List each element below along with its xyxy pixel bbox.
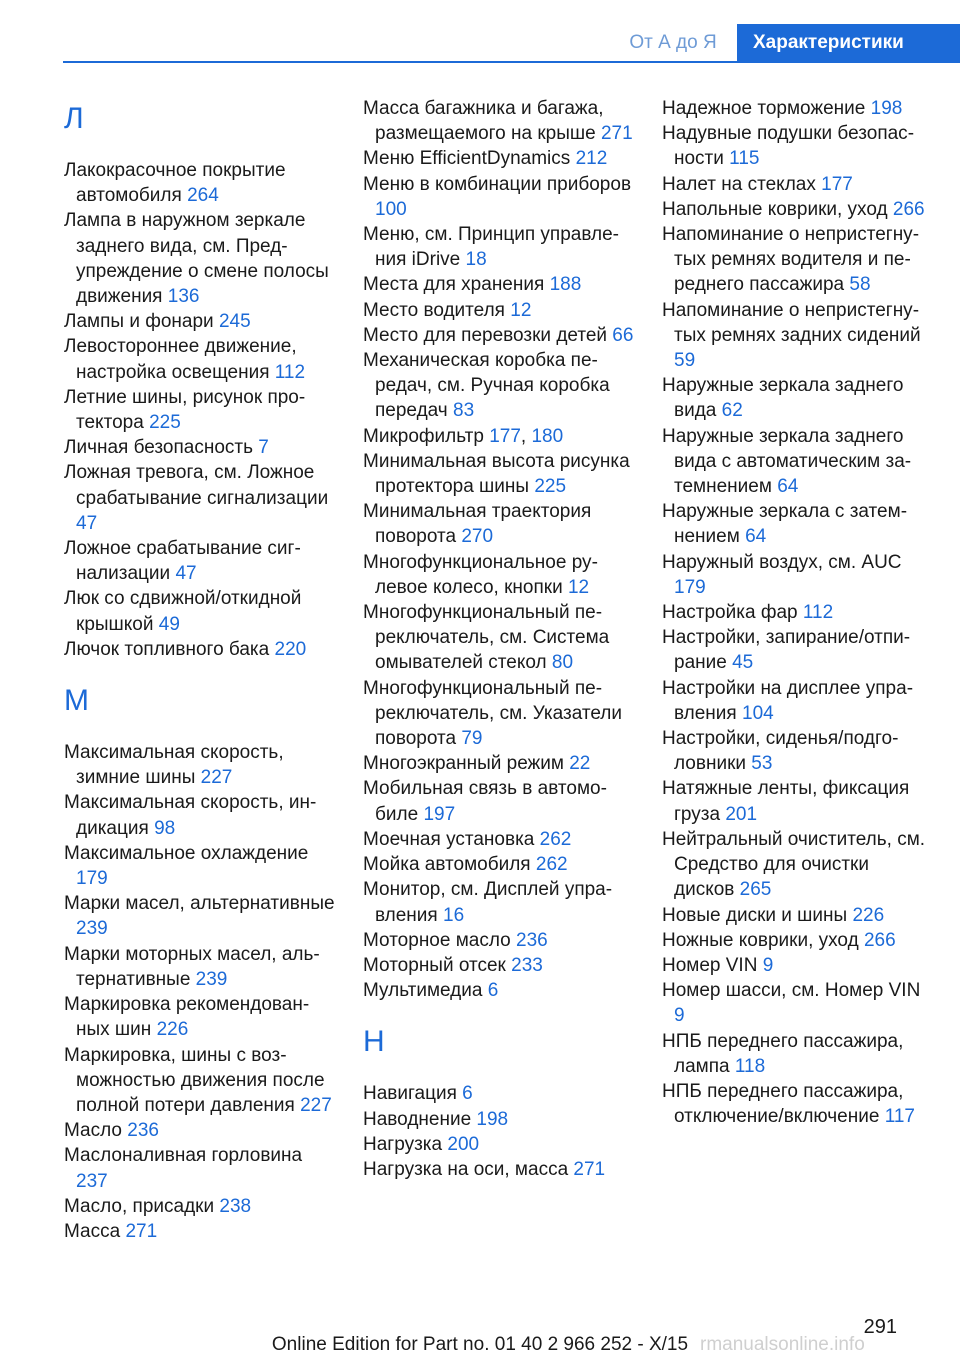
index-entry-text: Мойка автомобиля bbox=[363, 854, 531, 876]
index-entry-text: Многофункциональный переключатель, см. Система омывателей стекол bbox=[363, 602, 610, 674]
index-entry bbox=[64, 385, 336, 435]
page-reference-link[interactable]: 118 bbox=[734, 1055, 766, 1077]
index-entry-text: Новые диски и шины bbox=[662, 904, 848, 926]
page-reference-link[interactable]: 271 bbox=[573, 1158, 606, 1180]
index-entry-text: Ложное срабатывание сигнализации bbox=[64, 538, 301, 585]
index-column-1 bbox=[64, 96, 336, 1244]
page-reference-link[interactable]: 80 bbox=[551, 652, 574, 674]
index-entry-text: Левостороннее движение, настройка освещения bbox=[64, 336, 297, 383]
index-entry-text: Марки масел, альтернативные bbox=[64, 893, 335, 915]
index-letter-heading: М bbox=[64, 684, 89, 718]
index-entry bbox=[662, 1029, 934, 1079]
index-entry bbox=[363, 348, 635, 424]
index-entry bbox=[363, 928, 635, 953]
index-entry bbox=[363, 852, 635, 877]
index-entry bbox=[662, 676, 934, 726]
index-entry bbox=[363, 172, 635, 222]
index-entry-text: Нагрузка на оси, масса bbox=[363, 1158, 569, 1180]
page-reference-link[interactable]: 66 bbox=[612, 324, 634, 346]
page-reference-link[interactable]: 45 bbox=[732, 652, 754, 674]
page-reference-link[interactable]: 179 bbox=[76, 868, 108, 890]
index-entry bbox=[363, 1132, 635, 1157]
index-entry bbox=[363, 146, 635, 171]
index-entry-text: Наружные зеркала заднего вида с автоматическим затемнением bbox=[662, 425, 912, 498]
page-reference-link[interactable]: 198 bbox=[476, 1108, 509, 1130]
section-tab[interactable]: От А до Я bbox=[629, 32, 717, 53]
index-entry bbox=[662, 172, 934, 197]
index-entry-text: Меню, см. Принцип управления iDrive bbox=[363, 224, 619, 271]
page-reference-link[interactable]: 117 bbox=[884, 1106, 915, 1128]
index-entry bbox=[64, 891, 336, 941]
index-entry bbox=[363, 550, 635, 600]
index-entry: Микрофильтр 177, 180 bbox=[363, 425, 564, 447]
page-reference-link[interactable]: 270 bbox=[461, 526, 494, 548]
index-entry bbox=[363, 953, 635, 978]
index-entry bbox=[64, 309, 336, 334]
page-reference-link[interactable]: 62 bbox=[721, 400, 743, 422]
index-entry bbox=[363, 499, 635, 549]
index-entry bbox=[363, 877, 635, 927]
page-reference-link[interactable]: 265 bbox=[739, 879, 772, 901]
index-entry bbox=[64, 841, 336, 891]
index-entry bbox=[662, 726, 934, 776]
page-reference-link[interactable]: 112 bbox=[802, 602, 834, 624]
page-reference-link[interactable]: 227 bbox=[200, 767, 233, 789]
index-entry-text: Место для перевозки детей bbox=[363, 324, 608, 346]
index-entry bbox=[363, 222, 635, 272]
page-reference-link[interactable]: 198 bbox=[870, 98, 903, 119]
page-reference-link[interactable]: 64 bbox=[745, 526, 767, 548]
index-entry bbox=[64, 1219, 336, 1244]
index-entry-text: Номер шасси, см. Номер VIN bbox=[662, 980, 921, 1002]
index-entry bbox=[363, 676, 635, 752]
page-reference-link[interactable]: 180 bbox=[531, 425, 564, 447]
page-reference-link[interactable]: 100 bbox=[375, 198, 407, 220]
index-entry-text: Личная безопасность bbox=[64, 437, 254, 459]
page-reference-link[interactable]: 197 bbox=[423, 803, 456, 825]
index-entry bbox=[662, 121, 934, 171]
index-entry-text: Многоэкранный режим bbox=[363, 753, 564, 775]
page-reference-link[interactable]: 6 bbox=[487, 980, 499, 1002]
page-number: 291 bbox=[863, 1316, 897, 1338]
index-entry bbox=[363, 827, 635, 852]
watermark: rmanualsonline.info bbox=[700, 1334, 865, 1355]
page-reference-link[interactable]: 226 bbox=[852, 904, 885, 926]
page-reference-link[interactable]: 245 bbox=[218, 311, 251, 333]
index-entry-text: Напольные коврики, уход bbox=[662, 198, 888, 220]
index-entry bbox=[662, 1079, 934, 1129]
index-entry bbox=[363, 272, 635, 297]
index-entry-text: Номер VIN bbox=[662, 954, 758, 976]
index-entry bbox=[363, 298, 635, 323]
page-reference-link[interactable]: 79 bbox=[461, 728, 483, 750]
index-entry-text: Наружные зеркала заднего вида bbox=[662, 375, 904, 422]
index-entry-text: Напоминание о непристегнутых ремнях задних сидений bbox=[662, 299, 921, 346]
page-reference-link[interactable]: 236 bbox=[127, 1120, 159, 1142]
page-reference-link[interactable]: 98 bbox=[154, 817, 176, 839]
index-letter-heading: Л bbox=[64, 102, 84, 135]
index-entry-text: Места для хранения bbox=[363, 274, 545, 296]
index-entry bbox=[64, 536, 336, 586]
index-entry-text: Меню в комбинации приборов bbox=[363, 173, 632, 195]
page-reference-link[interactable]: 239 bbox=[195, 968, 228, 990]
index-entry-text: НПБ переднего пассажира, отключение/включение bbox=[662, 1080, 904, 1128]
page-reference-link[interactable]: 264 bbox=[187, 185, 219, 207]
index-entry-text: Лампы и фонари bbox=[64, 311, 214, 333]
index-entry bbox=[363, 978, 635, 1003]
index-entry bbox=[64, 208, 336, 309]
page-reference-link[interactable]: 236 bbox=[516, 929, 548, 951]
index-entry-text: Максимальная скорость, индикация bbox=[64, 792, 317, 839]
index-entry bbox=[363, 1081, 635, 1106]
page-reference-link[interactable]: 225 bbox=[534, 476, 567, 498]
index-entry bbox=[662, 776, 934, 826]
index-entry-text: Моторное масло bbox=[363, 929, 511, 951]
index-entry-text: Надувные подушки безопасности bbox=[662, 123, 915, 170]
page-reference-link[interactable]: 271 bbox=[125, 1220, 158, 1242]
index-entry-text: Маркировка рекомендованных шин bbox=[64, 994, 310, 1041]
index-entry-text: Наводнение bbox=[363, 1108, 472, 1130]
index-entry-text: Наружные зеркала с затемнением bbox=[662, 501, 908, 548]
index-entry-text: Максимальное охлаждение bbox=[64, 842, 309, 864]
index-entry-text: Навигация bbox=[363, 1083, 457, 1105]
index-entry-text: Летние шины, рисунок протектора bbox=[64, 386, 306, 434]
index-entry-text: Моторный отсек bbox=[363, 954, 506, 976]
index-entry-text: Масло bbox=[64, 1120, 122, 1142]
index-entry-text: Многофункциональное рулевое колесо, кнопки bbox=[363, 551, 598, 598]
index-entry bbox=[363, 323, 635, 348]
page-reference-link[interactable]: 59 bbox=[674, 350, 696, 372]
page-reference-link[interactable]: 212 bbox=[575, 148, 608, 170]
page-reference-link[interactable]: 200 bbox=[447, 1133, 480, 1155]
index-entry bbox=[363, 1157, 635, 1182]
page-reference-link[interactable]: 9 bbox=[762, 954, 774, 976]
page-reference-link[interactable]: 12 bbox=[510, 299, 532, 321]
index-entry-text: Монитор, см. Дисплей управления bbox=[363, 879, 613, 926]
index-entry bbox=[662, 197, 934, 222]
index-entry bbox=[662, 600, 934, 625]
index-entry-text: Масло, присадки bbox=[64, 1195, 215, 1217]
header-bar bbox=[0, 24, 960, 62]
index-entry-text: Маслоналивная горловина bbox=[64, 1145, 303, 1167]
index-entry-text: Лючок топливного бака bbox=[64, 638, 270, 660]
index-entry bbox=[64, 1194, 336, 1219]
page-reference-link[interactable]: 49 bbox=[158, 613, 180, 635]
index-entry-text: Максимальная скорость, зимние шины bbox=[64, 742, 284, 789]
index-entry bbox=[64, 158, 336, 208]
index-entry bbox=[363, 751, 635, 776]
page-reference-link[interactable]: 220 bbox=[274, 638, 307, 660]
page-reference-link[interactable]: 177 bbox=[821, 173, 853, 195]
index-entry-text: Настройка фар bbox=[662, 602, 798, 624]
page-reference-link[interactable]: 237 bbox=[76, 1170, 108, 1192]
page-reference-link[interactable]: 226 bbox=[156, 1019, 189, 1041]
page-reference-link[interactable]: 83 bbox=[453, 400, 475, 422]
index-entry-text: Многофункциональный переключатель, см. Указатели поворота bbox=[363, 677, 622, 750]
index-entry bbox=[64, 435, 336, 460]
index-entry bbox=[64, 334, 336, 384]
page-reference-link[interactable]: 16 bbox=[443, 904, 465, 926]
page-reference-link[interactable]: 7 bbox=[258, 437, 269, 459]
index-entry-text: Настройки, сиденья/подголовники bbox=[662, 728, 899, 775]
index-entry bbox=[662, 373, 934, 423]
index-entry bbox=[662, 903, 934, 928]
page-reference-link[interactable]: 188 bbox=[549, 274, 582, 296]
index-entry bbox=[363, 449, 635, 499]
page-reference-link[interactable]: 53 bbox=[751, 753, 773, 775]
index-entry bbox=[662, 928, 934, 953]
index-entry bbox=[662, 96, 934, 121]
index-entry-text: Нагрузка bbox=[363, 1133, 443, 1155]
index-entry bbox=[64, 790, 336, 840]
index-entry-text: Мобильная связь в автомобиле bbox=[363, 778, 607, 825]
index-entry-text: Налет на стеклах bbox=[662, 173, 816, 195]
index-entry bbox=[662, 827, 934, 903]
index-entry-text: Место водителя bbox=[363, 299, 505, 321]
index-entry bbox=[363, 96, 635, 146]
index-entry-text: Ножные коврики, уход bbox=[662, 929, 859, 951]
page-reference-link[interactable]: 227 bbox=[300, 1094, 332, 1116]
index-entry-text: Моечная установка bbox=[363, 828, 535, 850]
index-entry-text: Минимальная высота рисунка протектора шины bbox=[363, 450, 630, 498]
page-reference-link[interactable]: 225 bbox=[149, 412, 181, 434]
index-entry-text: Минимальная траектория поворота bbox=[363, 501, 592, 548]
page-reference-link[interactable]: 47 bbox=[76, 512, 98, 534]
index-entry-text: Настройки на дисплее управления bbox=[662, 677, 914, 724]
index-entry bbox=[64, 1118, 336, 1143]
index-entry-text: Ложная тревога, см. Ложное срабатывание сигнализации bbox=[64, 462, 329, 509]
index-entry-text: Мультимедиа bbox=[363, 980, 483, 1002]
page-reference-link[interactable]: 115 bbox=[729, 148, 760, 170]
index-entry bbox=[64, 1143, 336, 1193]
index-entry-text: Надежное торможение bbox=[662, 98, 866, 119]
index-entry-text: Марки моторных масел, альтернативные bbox=[64, 943, 320, 990]
page-reference-link[interactable]: 9 bbox=[674, 1005, 685, 1027]
page-reference-link[interactable]: 112 bbox=[274, 361, 306, 383]
index-entry bbox=[64, 740, 336, 790]
index-column-3 bbox=[662, 96, 934, 1129]
index-entry bbox=[363, 1107, 635, 1132]
index-entry-text: Напоминание о непристегнутых ремнях водителя и переднего пассажира bbox=[662, 224, 920, 296]
page-reference-link[interactable]: 238 bbox=[219, 1195, 252, 1217]
page-reference-link[interactable]: 12 bbox=[567, 576, 590, 598]
page-reference-link[interactable]: 58 bbox=[849, 274, 871, 296]
index-entry-text: НПБ переднего пассажира, лампа bbox=[662, 1030, 904, 1077]
page-reference-link[interactable]: 64 bbox=[777, 476, 799, 498]
index-entry bbox=[662, 953, 934, 978]
header-divider bbox=[63, 61, 960, 63]
index-entry bbox=[64, 1043, 336, 1119]
index-entry-text: Натяжные ленты, фиксация груза bbox=[662, 778, 910, 825]
page-reference-link[interactable]: 179 bbox=[674, 576, 706, 598]
page-reference-link[interactable]: 18 bbox=[465, 249, 487, 271]
index-entry-text: Лакокрасочное покрытие автомобиля bbox=[64, 160, 286, 207]
page-reference-link[interactable]: 271 bbox=[600, 123, 633, 145]
page-reference-link[interactable]: 6 bbox=[462, 1083, 473, 1105]
index-entry-text: Нейтральный очиститель, см. Средство для очистки дисков bbox=[662, 828, 926, 901]
index-entry bbox=[662, 499, 934, 549]
index-column-2 bbox=[363, 96, 635, 1182]
index-entry bbox=[64, 637, 336, 662]
page-reference-link[interactable]: 266 bbox=[892, 198, 925, 220]
page-reference-link[interactable]: 136 bbox=[167, 286, 200, 308]
index-entry bbox=[662, 424, 934, 500]
index-entry-text: Люк со сдвижной/откидной крышкой bbox=[64, 588, 302, 635]
page-reference-link[interactable]: 22 bbox=[569, 753, 591, 775]
page-reference-link[interactable]: 47 bbox=[175, 563, 197, 585]
index-entry-text: Наружный воздух, см. AUC bbox=[662, 551, 902, 573]
footer-edition: Online Edition for Part no. 01 40 2 966 252 - X/15 bbox=[271, 1334, 689, 1355]
index-entry-text: Лампа в наружном зеркале заднего вида, см. Предупреждение о смене полосы движения bbox=[64, 210, 329, 308]
index-entry-text: Механическая коробка передач, см. Ручная коробка передач bbox=[363, 350, 610, 422]
page-reference-link[interactable]: 239 bbox=[76, 918, 108, 940]
page-reference-link[interactable]: 262 bbox=[539, 828, 572, 850]
index-entry bbox=[64, 586, 336, 636]
index-entry-text: Микрофильтр bbox=[363, 425, 484, 447]
page-reference-link[interactable]: 104 bbox=[742, 702, 774, 724]
page-reference-link[interactable]: 233 bbox=[511, 954, 543, 976]
index-entry-text: Масса bbox=[64, 1220, 121, 1242]
index-entry-text: Масса багажника и багажа, размещаемого на крыше bbox=[363, 98, 604, 145]
index-entry-text: Маркировка, шины с возможностью движения после полной потери давления bbox=[64, 1044, 325, 1116]
index-entry bbox=[363, 776, 635, 826]
index-entry bbox=[662, 978, 934, 1028]
index-entry bbox=[662, 550, 934, 600]
index-entry bbox=[64, 992, 336, 1042]
page-reference-link[interactable]: 201 bbox=[725, 803, 758, 825]
active-chapter-tab[interactable]: Характеристики bbox=[737, 24, 960, 62]
page-reference-link[interactable]: 266 bbox=[863, 929, 896, 951]
page-reference-link[interactable]: 177 bbox=[489, 425, 521, 447]
page-reference-link[interactable]: 262 bbox=[535, 854, 568, 876]
index-entry-text: Настройки, запирание/отпирание bbox=[662, 627, 911, 674]
index-entry bbox=[64, 460, 336, 536]
index-entry bbox=[64, 942, 336, 992]
index-entry bbox=[662, 625, 934, 675]
index-entry bbox=[662, 298, 934, 374]
index-entry bbox=[363, 600, 635, 676]
index-entry bbox=[662, 222, 934, 298]
index-letter-heading: Н bbox=[363, 1025, 385, 1059]
index-entry-text: Меню EfficientDynamics bbox=[363, 148, 571, 170]
